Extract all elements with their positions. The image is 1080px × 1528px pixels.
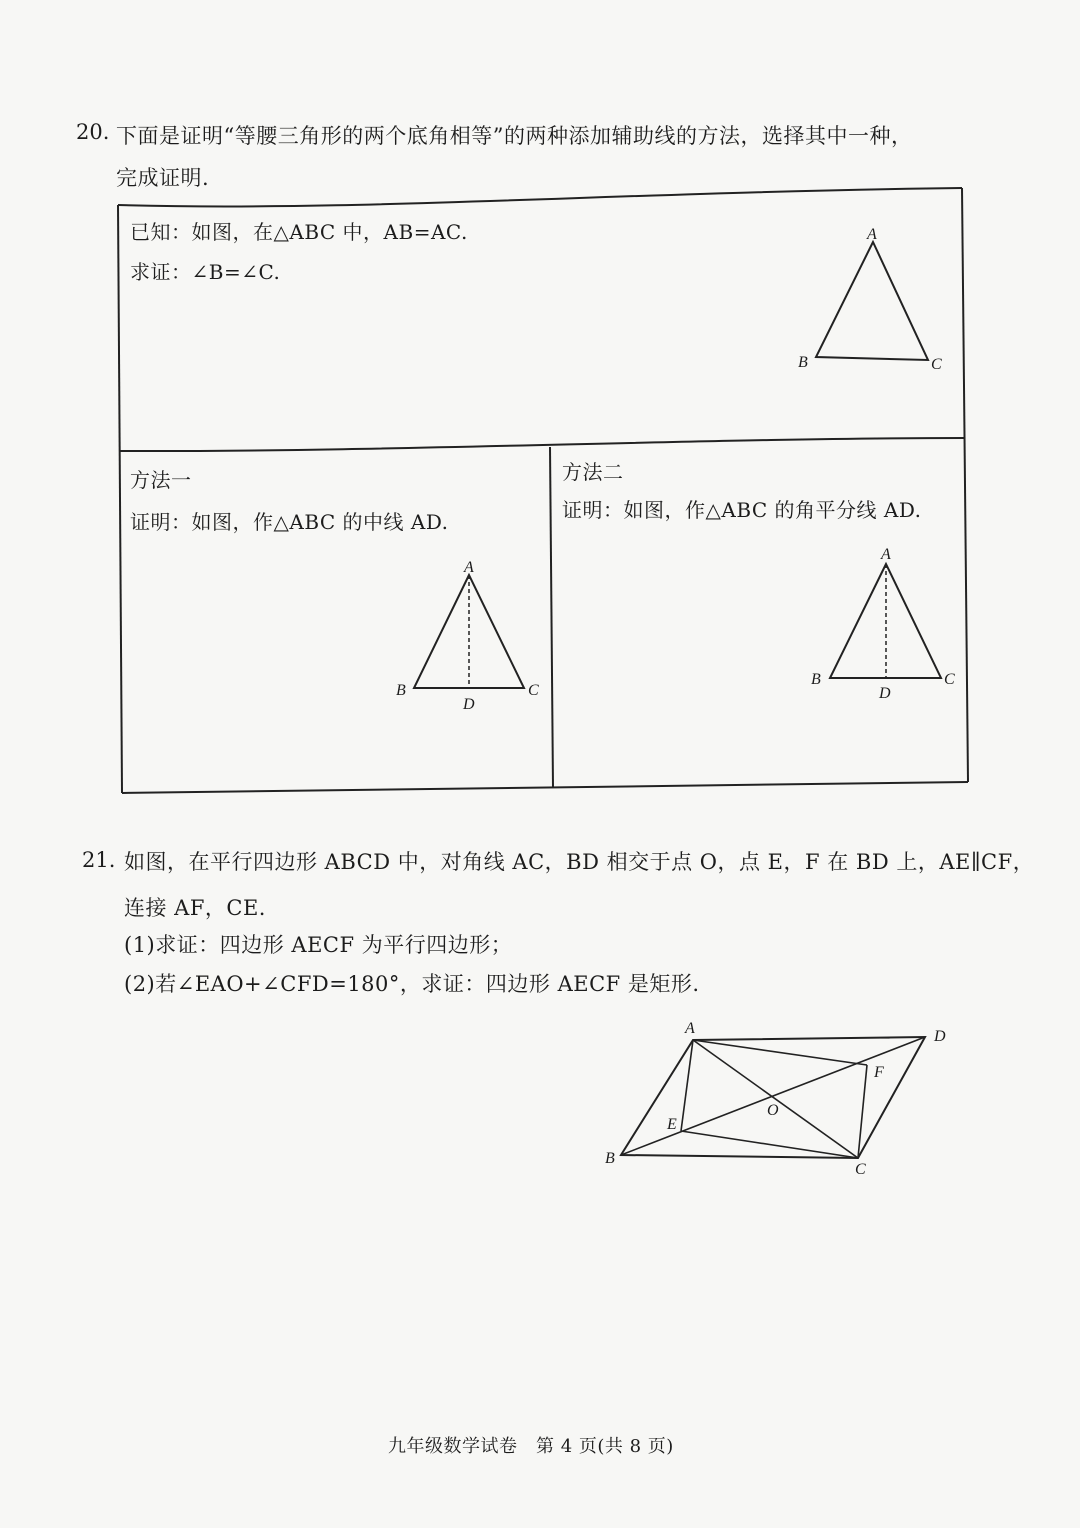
label-b: B [605,1150,615,1167]
label-b: B [798,354,808,371]
given-statement: 已知：如图，在△ABC 中，AB=AC. [130,220,468,244]
label-c: C [931,356,942,372]
q21-parallelogram-figure [595,1015,965,1180]
label-c: C [944,671,955,688]
label-c: C [528,682,539,699]
diagonal-bd [621,1037,925,1155]
label-b: B [811,671,821,688]
label-o: O [767,1102,779,1119]
label-a: A [881,546,891,563]
method2-title: 方法二 [562,460,624,484]
label-d: D [934,1028,946,1045]
triangle-abc [816,242,928,360]
method2-triangle-figure [805,540,965,705]
q21-text-line2: 连接 AF，CE. [124,896,266,920]
label-a: A [867,226,877,243]
label-a: A [464,559,474,576]
label-d: D [879,685,891,702]
segment-ae [681,1040,693,1131]
q20-number: 20. [76,120,110,144]
prove-statement: 求证：∠B=∠C. [130,260,281,284]
page-footer: 九年级数学试卷 第 4 页(共 8 页) [388,1436,674,1457]
label-d: D [463,696,475,713]
diagonal-ac [693,1040,858,1158]
q20-text-line1: 下面是证明“等腰三角形的两个底角相等”的两种添加辅助线的方法，选择其中一种， [116,124,913,148]
given-triangle-figure [790,222,950,372]
label-a: A [685,1020,695,1037]
q20-text-line2: 完成证明. [116,166,210,190]
method2-proof: 证明：如图，作△ABC 的角平分线 AD. [562,498,922,522]
q21-number: 21. [82,848,116,872]
label-c: C [855,1161,866,1178]
segment-af [693,1040,867,1065]
q21-part1: (1)求证：四边形 AECF 为平行四边形； [124,933,513,957]
method1-title: 方法一 [130,468,192,492]
method1-proof: 证明：如图，作△ABC 的中线 AD. [130,510,449,534]
q21-part2: (2)若∠EAO+∠CFD=180°，求证：四边形 AECF 是矩形. [124,972,700,996]
label-f: F [874,1064,884,1081]
segment-ce [681,1131,858,1158]
label-e: E [667,1116,677,1133]
method1-triangle-figure [390,555,550,715]
q21-text-line1: 如图，在平行四边形 ABCD 中，对角线 AC，BD 相交于点 O，点 E，F 在 BD 上，AE∥CF， [124,850,1035,874]
label-b: B [396,682,406,699]
